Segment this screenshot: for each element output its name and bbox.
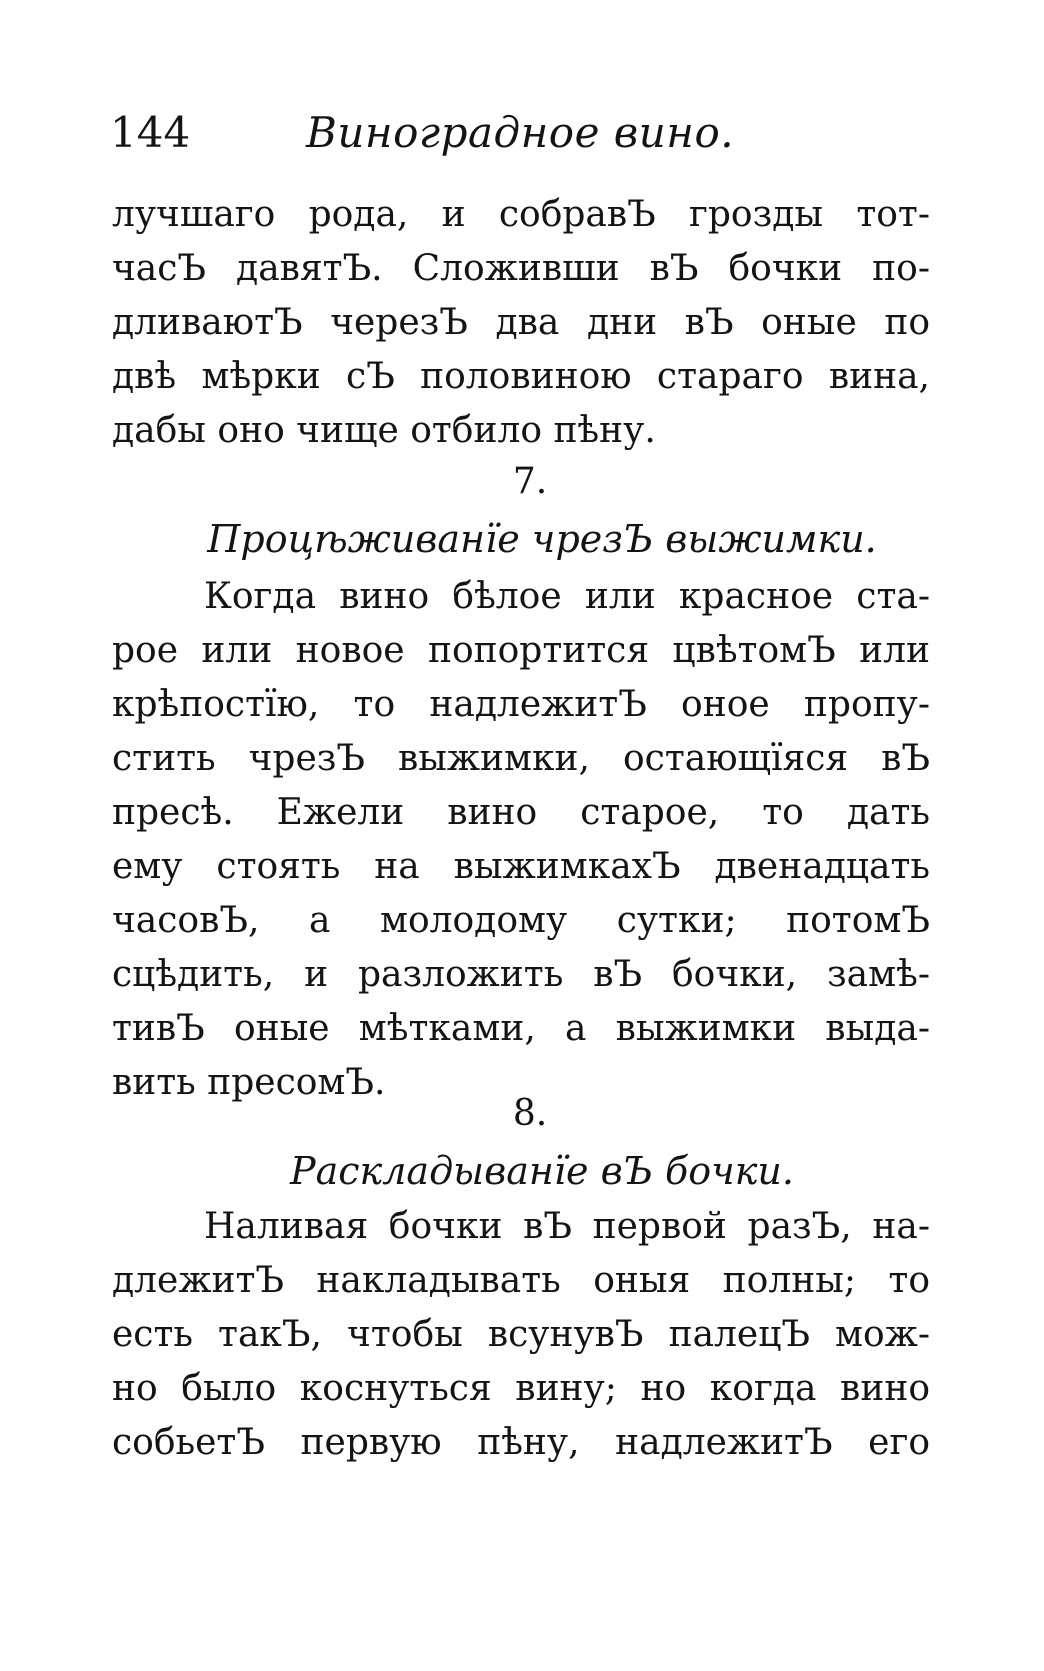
text-line: дливаютЪ черезЪ два дни вЪ оные по — [112, 302, 930, 343]
section-title-7: Процѣживанїе чрезЪ выжимки. — [207, 517, 877, 561]
text-line: ему стоять на выжимкахЪ двенадцать — [112, 846, 930, 887]
text-line: лучшаго рода, и собравЪ грозды тот- — [112, 194, 930, 235]
text-line: дабы оно чище отбило пѣну. — [112, 410, 656, 451]
text-line: есть такЪ, чтобы всунувЪ палецЪ мож- — [112, 1314, 930, 1355]
text-line: длежитЪ накладывать оныя полны; то — [112, 1260, 930, 1301]
text-line: пресѣ. Ежели вино старое, то дать — [112, 792, 930, 833]
text-line: но было коснуться вину; но когда вино — [112, 1368, 930, 1409]
text-line: вить пресомЪ. — [112, 1062, 386, 1103]
text-line: сцѣдить, и разложить вЪ бочки, замѣ- — [112, 954, 930, 995]
section-7-paragraph — [112, 570, 930, 1110]
running-title: Виноградное вино. — [306, 108, 735, 157]
section-number-8: 8. — [512, 1093, 548, 1134]
section-number-7: 7. — [512, 461, 548, 502]
text-line: собьетЪ первую пѣну, надлежитЪ его — [112, 1422, 930, 1463]
text-line: крѣпостїю, то надлежитЪ оное пропу- — [112, 684, 930, 725]
text-line: часЪ давятЪ. Сложивши вЪ бочки по- — [112, 248, 930, 289]
text-line: часовЪ, а молодому сутки; потомЪ — [112, 900, 930, 941]
text-line: рое или новое попортится цвѣтомЪ или — [112, 630, 930, 671]
section-title-8: Раскладыванїе вЪ бочки. — [290, 1149, 794, 1193]
text-line: двѣ мѣрки сЪ половиною стараго вина, — [112, 356, 930, 397]
page-header — [110, 108, 940, 168]
page-number: 144 — [110, 108, 191, 157]
text-line: тивЪ оные мѣтками, а выжимки выда- — [112, 1008, 930, 1049]
section-8-paragraph — [112, 1200, 930, 1470]
paragraph-continued — [112, 188, 930, 458]
text-line: стить чрезЪ выжимки, остающїяся вЪ — [112, 738, 930, 779]
text-line: Когда вино бѣлое или красное ста- — [204, 576, 930, 617]
text-line: Наливая бочки вЪ первой разЪ, на- — [204, 1206, 930, 1247]
